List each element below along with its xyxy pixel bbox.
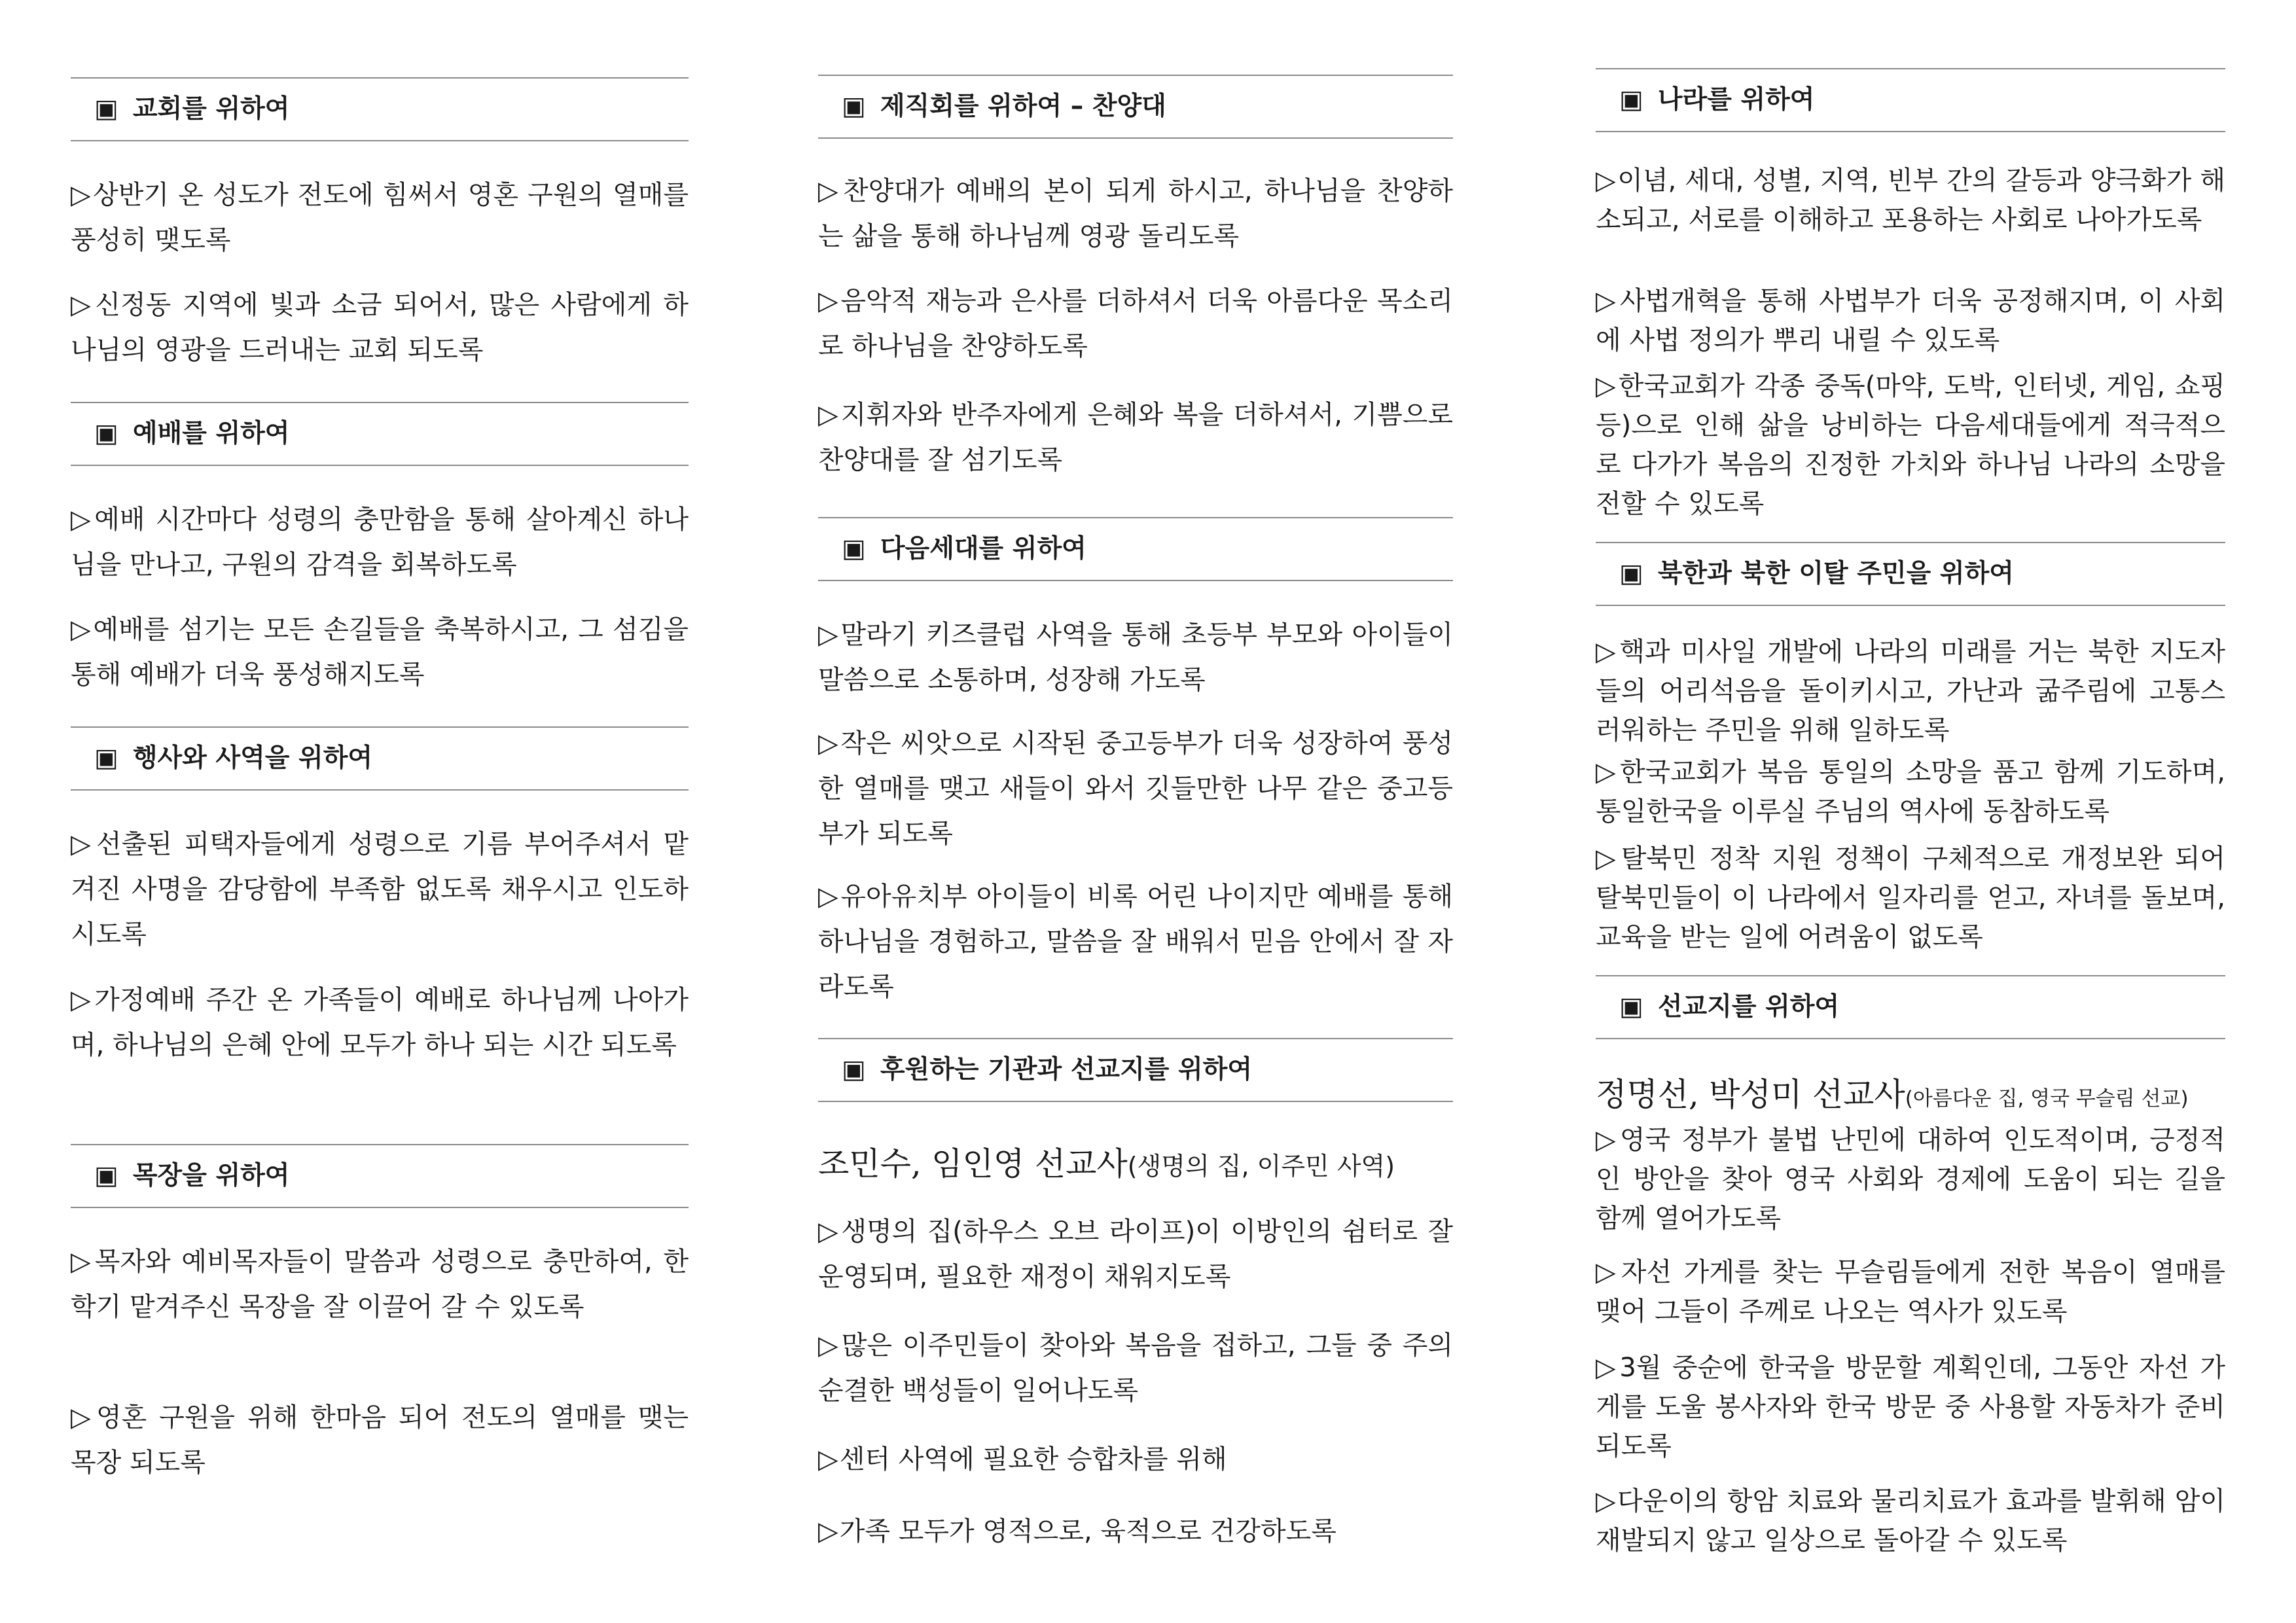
box-marker: ▣ [94,94,118,124]
section-header-mission-field [1596,975,2225,1039]
section-header-worship [71,402,689,466]
prayer-item: ▷자선 가게를 찾는 무슬림들에게 전한 복음이 열매를 맺어 그들이 주께로 나오는 역사가 있도록 [1596,1257,2226,1327]
prayer-item: ▷유아유치부 아이들이 비록 어린 나이지만 예배를 통해 하나님을 경험하고, 말씀을 잘 배워서 믿음 안에서 잘 자라도록 [818,882,1454,1002]
prayer-item: ▷사법개혁을 통해 사법부가 더욱 공정해지며, 이 사회에 사법 정의가 뿌리 내릴 수 있도록 [1596,286,2225,355]
prayer-item: ▷한국교회가 각종 중독(마약, 도박, 인터넷, 게임, 쇼핑 등)으로 인해 삶을 낭비하는 다음세대들에게 적극적으로 다가가 복음의 진정한 가치와 하나님 나라의 소망을 전할 수 있도록 [1596,371,2225,519]
prayer-item: ▷신정동 지역에 빛과 소금 되어서, 많은 사람에게 하나님의 영광을 드러내는 교회 되도록 [71,290,689,365]
prayer-item: ▷가족 모두가 영적으로, 육적으로 건강하도록 [818,1516,1336,1546]
prayer-item: ▷예배를 섬기는 모든 손길들을 축복하시고, 그 섬김을 통해 예배가 더욱 풍성해지도록 [71,615,689,690]
prayer-item: ▷선출된 피택자들에게 성령으로 기름 부어주셔서 맡겨진 사명을 감당함에 부족함 없도록 채우시고 인도하시도록 [71,829,689,950]
box-marker: ▣ [1619,559,1643,588]
section-title: 목장을 위하여 [132,1161,290,1190]
box-marker: ▣ [842,534,866,563]
box-marker: ▣ [1619,992,1643,1022]
section-header-next-generation [818,517,1453,581]
box-marker: ▣ [94,1161,118,1190]
section-header-church [71,77,689,141]
missionary-org: (아름다운 집, 영국 무슬림 선교) [1905,1087,2189,1111]
section-title: 행사와 사역을 위하여 [132,743,373,773]
section-title: 북한과 북한 이탈 주민을 위하여 [1657,559,2014,588]
section-title: 교회를 위하여 [132,94,290,124]
section-title: 다음세대를 위하여 [880,534,1086,563]
prayer-item: ▷영혼 구원을 위해 한마음 되어 전도의 열매를 맺는 목장 되도록 [71,1402,689,1478]
section-title: 제직회를 위하여 – 찬양대 [880,92,1166,121]
prayer-item: ▷목자와 예비목자들이 말씀과 성령으로 충만하여, 한학기 맡겨주신 목장을 잘 이끌어 갈 수 있도록 [71,1247,689,1322]
box-marker: ▣ [1619,85,1643,115]
missionary-line [818,1139,1453,1185]
section-title: 후원하는 기관과 선교지를 위하여 [880,1055,1253,1084]
missionary-line [1596,1069,2225,1115]
prayer-item: ▷다운이의 항암 치료와 물리치료가 효과를 발휘해 암이 재발되지 않고 일상으로 돌아갈 수 있도록 [1596,1486,2225,1556]
prayer-item: ▷상반기 온 성도가 전도에 힘써서 영혼 구원의 열매를 풍성히 맺도록 [71,180,689,255]
box-marker: ▣ [842,1055,866,1084]
prayer-item: ▷센터 사역에 필요한 승합차를 위해 [818,1444,1227,1474]
section-header-cell-group [71,1144,689,1208]
box-marker: ▣ [94,743,118,773]
prayer-item: ▷생명의 집(하우스 오브 라이프)이 이방인의 쉼터로 잘 운영되며, 필요한 재정이 채워지도록 [818,1217,1453,1292]
prayer-item: ▷이념, 세대, 성별, 지역, 빈부 간의 갈등과 양극화가 해소되고, 서로를 이해하고 포용하는 사회로 나아가도록 [1596,166,2225,235]
prayer-item: ▷3월 중순에 한국을 방문할 계획인데, 그동안 자선 가게를 도울 봉사자와 한국 방문 중 사용할 자동차가 준비되도록 [1596,1353,2225,1461]
prayer-item: ▷지휘자와 반주자에게 은혜와 복을 더하셔서, 기쁨으로 찬양대를 잘 섬기도록 [818,400,1453,475]
missionary-name: 정명선, 박성미 선교사 [1596,1076,1905,1113]
section-title: 예배를 위하여 [132,419,290,448]
prayer-item: ▷많은 이주민들이 찾아와 복음을 접하고, 그들 중 주의 순결한 백성들이 일어나도록 [818,1330,1453,1406]
missionary-name: 조민수, 임인영 선교사 [818,1145,1128,1183]
section-title: 선교지를 위하여 [1657,992,1840,1022]
section-header-north-korea [1596,542,2225,606]
missionary-org: (생명의 집, 이주민 사역) [1127,1152,1395,1181]
section-header-events [71,726,689,791]
section-header-nation [1596,68,2225,132]
box-marker: ▣ [94,419,118,448]
prayer-item: ▷탈북민 정착 지원 정책이 구체적으로 개정보완 되어 탈북민들이 이 나라에서 일자리를 얻고, 자녀를 돌보며, 교육을 받는 일에 어려움이 없도록 [1596,844,2226,952]
prayer-item: ▷작은 씨앗으로 시작된 중고등부가 더욱 성장하여 풍성한 열매를 맺고 새들이 와서 깃들만한 나무 같은 중고등부가 되도록 [818,728,1454,849]
box-marker: ▣ [842,92,866,121]
prayer-item: ▷핵과 미사일 개발에 나라의 미래를 거는 북한 지도자들의 어리석음을 돌이키시고, 가난과 굶주림에 고통스러워하는 주민을 위해 일하도록 [1596,637,2225,745]
prayer-item: ▷예배 시간마다 성령의 충만함을 통해 살아계신 하나님을 만나고, 구원의 감격을 회복하도록 [71,505,689,580]
prayer-item: ▷음악적 재능과 은사를 더하셔서 더욱 아름다운 목소리로 하나님을 찬양하도록 [818,286,1454,361]
section-title: 나라를 위하여 [1657,85,1815,115]
prayer-item: ▷말라기 키즈클럽 사역을 통해 초등부 부모와 아이들이 말씀으로 소통하며, 성장해 가도록 [818,620,1454,695]
prayer-item: ▷가정예배 주간 온 가족들이 예배로 하나님께 나아가며, 하나님의 은혜 안에 모두가 하나 되는 시간 되도록 [71,985,689,1060]
prayer-item: ▷한국교회가 복음 통일의 소망을 품고 함께 기도하며, 통일한국을 이루실 주님의 역사에 동참하도록 [1596,757,2225,827]
prayer-item: ▷찬양대가 예배의 본이 되게 하시고, 하나님을 찬양하는 삶을 통해 하나님께 영광 돌리도록 [818,176,1454,251]
prayer-item: ▷영국 정부가 불법 난민에 대하여 인도적이며, 긍정적인 방안을 찾아 영국 사회와 경제에 도움이 되는 길을 함께 열어가도록 [1596,1125,2225,1234]
section-header-choir [818,75,1453,139]
section-header-supported-missions [818,1038,1453,1102]
